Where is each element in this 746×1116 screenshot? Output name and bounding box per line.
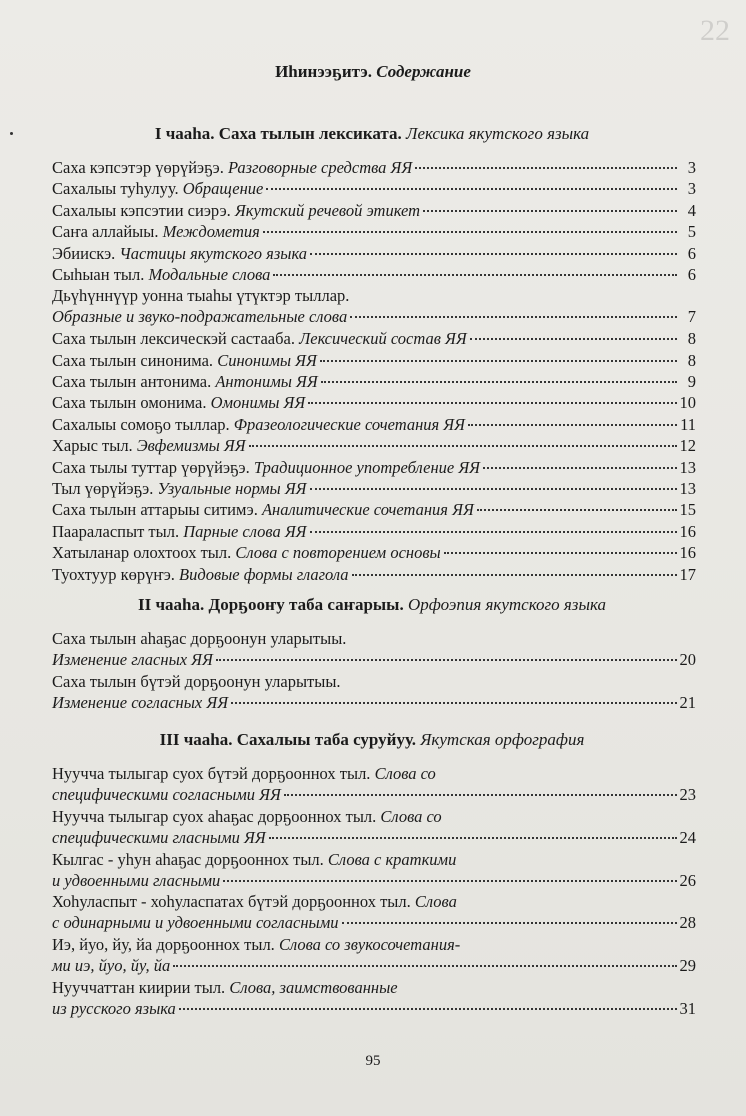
entry-yakut-title: Эбиискэ. — [52, 243, 120, 263]
entry-yakut-title: Кылгас - уһун аһаҕас дорҕооннох тыл. — [52, 849, 328, 869]
entry-page-number: 7 — [687, 307, 696, 327]
entry-yakut-title: Саха тылын лексическэй састааба. — [52, 329, 300, 349]
toc-entry-line — [52, 306, 696, 327]
bleed-through-mark: 22 — [700, 14, 730, 47]
toc-entry-line — [52, 478, 696, 499]
entry-yakut-title: Саха тылы туттар үөрүйэҕэ. — [52, 457, 254, 477]
toc-entry — [52, 414, 696, 435]
entry-russian-title: Слова с краткими — [327, 849, 457, 869]
entry-page-number: 21 — [679, 692, 696, 712]
entry-russian-title: Междометия — [162, 222, 260, 242]
entry-yakut-title: Тыл үөрүйэҕэ. — [52, 479, 158, 498]
dot-leader — [231, 702, 676, 704]
toc-entry-line — [52, 392, 696, 413]
toc-entry — [52, 243, 696, 264]
toc-entry — [52, 221, 696, 242]
toc-entry-line — [52, 350, 696, 371]
toc-entry-line — [52, 264, 696, 285]
dot-leader — [320, 360, 677, 362]
dot-leader — [273, 274, 677, 276]
entry-page-number: 4 — [687, 200, 696, 220]
entry-yakut-title: Саха тылын аһаҕас дорҕоонун уларытыы. — [52, 629, 347, 648]
entry-yakut-title: Паараласпыт тыл. — [52, 521, 184, 541]
entry-page-number: 9 — [687, 372, 696, 391]
entry-page-number: 26 — [679, 870, 696, 890]
entry-page-number: 29 — [679, 956, 696, 976]
entry-yakut-title: Сахалыы сомоҕо тыллар. — [52, 414, 234, 434]
toc-entry — [52, 806, 696, 848]
toc-entry-line — [52, 934, 696, 955]
entry-russian-title: Изменение гласных ЯЯ — [52, 650, 213, 669]
entry-page-number: 24 — [679, 827, 696, 847]
entry-page-number: 16 — [679, 521, 696, 541]
entry-yakut-title: Саха тылын аттарыы ситимэ. — [52, 500, 262, 520]
entry-russian-title: Слова, заимствованные — [229, 978, 398, 997]
toc-entry-line — [52, 977, 696, 998]
entry-page-number: 6 — [687, 265, 696, 284]
dot-leader — [310, 531, 677, 533]
entry-yakut-title: Саҥа аллайыы. — [52, 222, 163, 242]
dot-leader — [173, 965, 676, 967]
entry-page-number: 20 — [679, 650, 696, 669]
toc-entry-line — [52, 564, 696, 585]
toc-entry — [52, 763, 696, 805]
toc-entry-line — [52, 542, 696, 563]
toc-entry — [52, 264, 696, 285]
entry-russian-title: Разговорные средства ЯЯ — [227, 158, 413, 177]
entry-russian-title: специфическими гласными ЯЯ — [52, 827, 266, 847]
toc-entry — [52, 350, 696, 371]
entry-russian-title: Омонимы ЯЯ — [210, 393, 306, 413]
entry-russian-title: Модальные слова — [148, 265, 271, 284]
entry-russian-title: Фразеологические сочетания ЯЯ — [233, 414, 465, 434]
toc-entry-line — [52, 457, 696, 478]
entry-russian-title: ми иэ, йуо, йу, йа — [52, 956, 171, 976]
entry-yakut-title: Иэ, йуо, йу, йа дорҕооннох тыл. — [52, 935, 279, 955]
entry-page-number: 8 — [687, 350, 696, 370]
entry-yakut-title: Сыһыан тыл. — [52, 265, 149, 284]
entry-page-number: 16 — [679, 543, 696, 563]
page-number-text: 95 — [365, 1053, 381, 1069]
page-number — [0, 1053, 746, 1070]
toc-entry — [52, 157, 696, 178]
toc-entry — [52, 478, 696, 499]
toc-entry — [52, 849, 696, 891]
entry-russian-title: Традиционное употребление ЯЯ — [253, 457, 481, 477]
dot-leader — [477, 509, 677, 511]
entry-russian-title: Обращение — [182, 179, 264, 199]
page-title — [0, 62, 746, 82]
toc-entry — [52, 521, 696, 542]
toc-entry-line — [52, 849, 696, 870]
toc-entry-line — [52, 955, 696, 976]
entry-page-number: 8 — [687, 329, 696, 349]
title-yakut: Иһинээҕитэ. — [275, 62, 372, 81]
dot-leader — [468, 424, 677, 426]
toc-entry-line — [52, 285, 696, 306]
toc-entry — [52, 977, 696, 1019]
entry-page-number: 10 — [679, 393, 696, 413]
toc-entry-line — [52, 671, 696, 692]
entry-page-number: 12 — [679, 436, 696, 456]
toc-entry-line — [52, 435, 696, 456]
entry-russian-title: Лексический состав ЯЯ — [299, 329, 467, 349]
dot-leader — [310, 253, 677, 255]
toc-entry — [52, 499, 696, 520]
entry-yakut-title: Сахалыы туһулуу. — [52, 179, 183, 199]
entry-russian-title: специфическими согласными ЯЯ — [52, 785, 281, 804]
entry-page-number: 3 — [687, 179, 696, 199]
toc-entry — [52, 564, 696, 585]
entry-russian-title: Слова со — [374, 764, 436, 783]
toc-entry — [52, 435, 696, 456]
section-heading — [52, 124, 692, 144]
toc-entry-line — [52, 178, 696, 199]
section-heading-yakut: II чааһа. Дорҕооҥу таба саҥарыы. — [137, 595, 408, 614]
toc-entry-line — [52, 499, 696, 520]
entry-page-number: 13 — [679, 457, 696, 477]
toc-entry — [52, 542, 696, 563]
entry-yakut-title: Хоһуласпыт - хоһуласпатах бүтэй дорҕооннох тыл. — [52, 892, 415, 912]
section-heading-russian: Якутская орфография — [420, 730, 585, 749]
entry-russian-title: Эвфемизмы ЯЯ — [136, 436, 246, 456]
entry-russian-title: Образные и звуко-подражательные слова — [52, 307, 348, 327]
entry-russian-title: Парные слова ЯЯ — [183, 521, 307, 541]
dot-leader — [423, 210, 677, 212]
dot-leader — [216, 659, 677, 661]
entry-russian-title: Синонимы ЯЯ — [217, 350, 317, 370]
dot-leader — [444, 552, 677, 554]
entry-russian-title: Аналитические сочетания ЯЯ — [261, 500, 474, 520]
entry-russian-title: Изменение согласных ЯЯ — [52, 692, 229, 712]
entry-russian-title: из русского языка — [52, 999, 176, 1018]
toc-entry-line — [52, 521, 696, 542]
entry-yakut-title: Нуучча тылыгар суох бүтэй дорҕооннох тыл. — [52, 764, 375, 783]
entry-yakut-title: Харыс тыл. — [52, 436, 137, 456]
entry-russian-title: Слова со — [380, 806, 442, 826]
entry-yakut-title: Сахалыы кэпсэтии сиэрэ. — [52, 200, 235, 220]
entry-russian-title: Частицы якутского языка — [119, 243, 308, 263]
toc-entry — [52, 628, 696, 670]
dot-leader — [483, 467, 676, 469]
toc-entry — [52, 178, 696, 199]
toc-entry-line — [52, 414, 696, 435]
toc-entry-line — [52, 784, 696, 805]
toc-entry-line — [52, 806, 696, 827]
toc-entry — [52, 392, 696, 413]
toc-entry-line — [52, 200, 696, 221]
dot-leader — [266, 188, 677, 190]
toc-entry-line — [52, 157, 696, 178]
toc-entry-line — [52, 891, 696, 912]
toc-entry-line — [52, 870, 696, 891]
entry-yakut-title: Нууччаттан киирии тыл. — [52, 978, 230, 997]
dot-leader — [310, 488, 677, 490]
toc-entry — [52, 371, 696, 392]
toc-entry-line — [52, 912, 696, 933]
entry-russian-title: с одинарными и удвоенными согласными — [52, 913, 339, 933]
toc-entry — [52, 671, 696, 713]
entry-yakut-title: Туохтуур көрүҥэ. — [52, 564, 180, 584]
entry-page-number: 11 — [680, 414, 696, 434]
entry-russian-title: Видовые формы глагола — [179, 564, 349, 584]
title-russian: Содержание — [376, 62, 471, 81]
toc-entry-line — [52, 649, 696, 670]
entry-yakut-title: Хатыланар олохтоох тыл. — [52, 543, 236, 563]
toc-entry — [52, 285, 696, 327]
entry-russian-title: и удвоенными гласными — [52, 870, 221, 890]
entry-page-number: 17 — [679, 564, 696, 584]
toc-entry-line — [52, 628, 696, 649]
entry-page-number: 31 — [679, 999, 696, 1018]
dot-leader — [284, 794, 677, 796]
entry-page-number: 6 — [687, 243, 696, 263]
entry-yakut-title: Саха тылын бүтэй дорҕоонун уларытыы. — [52, 671, 341, 691]
entry-yakut-title: Саха тылын омонима. — [52, 393, 211, 413]
entry-yakut-title: Саха тылын антонима. — [52, 372, 216, 391]
entry-yakut-title: Саха кэпсэтэр үөрүйэҕэ. — [52, 158, 228, 177]
toc-entry-line — [52, 243, 696, 264]
paper-speck — [10, 132, 13, 135]
toc-entry-line — [52, 371, 696, 392]
entry-page-number: 28 — [679, 913, 696, 933]
section-heading-russian: Лексика якутского языка — [405, 124, 590, 143]
toc-entry — [52, 200, 696, 221]
dot-leader — [249, 445, 677, 447]
entry-page-number: 13 — [679, 479, 696, 498]
entry-page-number: 15 — [679, 500, 696, 520]
entry-yakut-title: Нуучча тылыгар суох аһаҕас дорҕооннох тыл. — [52, 806, 381, 826]
section-heading — [52, 595, 692, 615]
toc-entry-line — [52, 328, 696, 349]
toc-entry — [52, 457, 696, 478]
entry-page-number: 3 — [687, 158, 696, 177]
section-heading-yakut: I чааһа. Саха тылын лексиката. — [154, 124, 406, 143]
dot-leader — [263, 231, 677, 233]
entry-russian-title: Узуальные нормы ЯЯ — [157, 479, 307, 498]
toc-entry-line — [52, 692, 696, 713]
dot-leader — [415, 167, 677, 169]
dot-leader — [269, 837, 677, 839]
toc-entry — [52, 934, 696, 976]
toc-entry-line — [52, 221, 696, 242]
entry-russian-title: Антонимы ЯЯ — [215, 372, 318, 391]
entry-yakut-title: Саха тылын синонима. — [52, 350, 218, 370]
toc-entry-line — [52, 827, 696, 848]
entry-page-number: 23 — [679, 785, 696, 804]
toc-entry — [52, 328, 696, 349]
dot-leader — [470, 338, 677, 340]
entry-russian-title: Слова с повторением основы — [235, 543, 441, 563]
dot-leader — [342, 922, 677, 924]
entry-page-number: 5 — [687, 222, 696, 242]
dot-leader — [321, 381, 677, 383]
entry-russian-title: Слова — [414, 892, 457, 912]
toc-entry-line — [52, 998, 696, 1019]
dot-leader — [352, 574, 677, 576]
dot-leader — [223, 880, 676, 882]
entry-russian-title: Слова со звукосочетания- — [278, 935, 461, 955]
dot-leader — [308, 402, 676, 404]
toc-entry-line — [52, 763, 696, 784]
dot-leader — [350, 316, 677, 318]
section-heading-russian: Орфоэпия якутского языка — [407, 595, 606, 614]
section-heading-yakut: III чааһа. Сахалыы таба суруйуу. — [159, 730, 421, 749]
entry-russian-title: Якутский речевой этикет — [234, 200, 421, 220]
toc-entry — [52, 891, 696, 933]
dot-leader — [179, 1008, 677, 1010]
entry-yakut-title: Дьүһүннүүр уонна тыаһы үтүктэр тыллар. — [52, 286, 350, 306]
section-heading — [52, 730, 692, 750]
